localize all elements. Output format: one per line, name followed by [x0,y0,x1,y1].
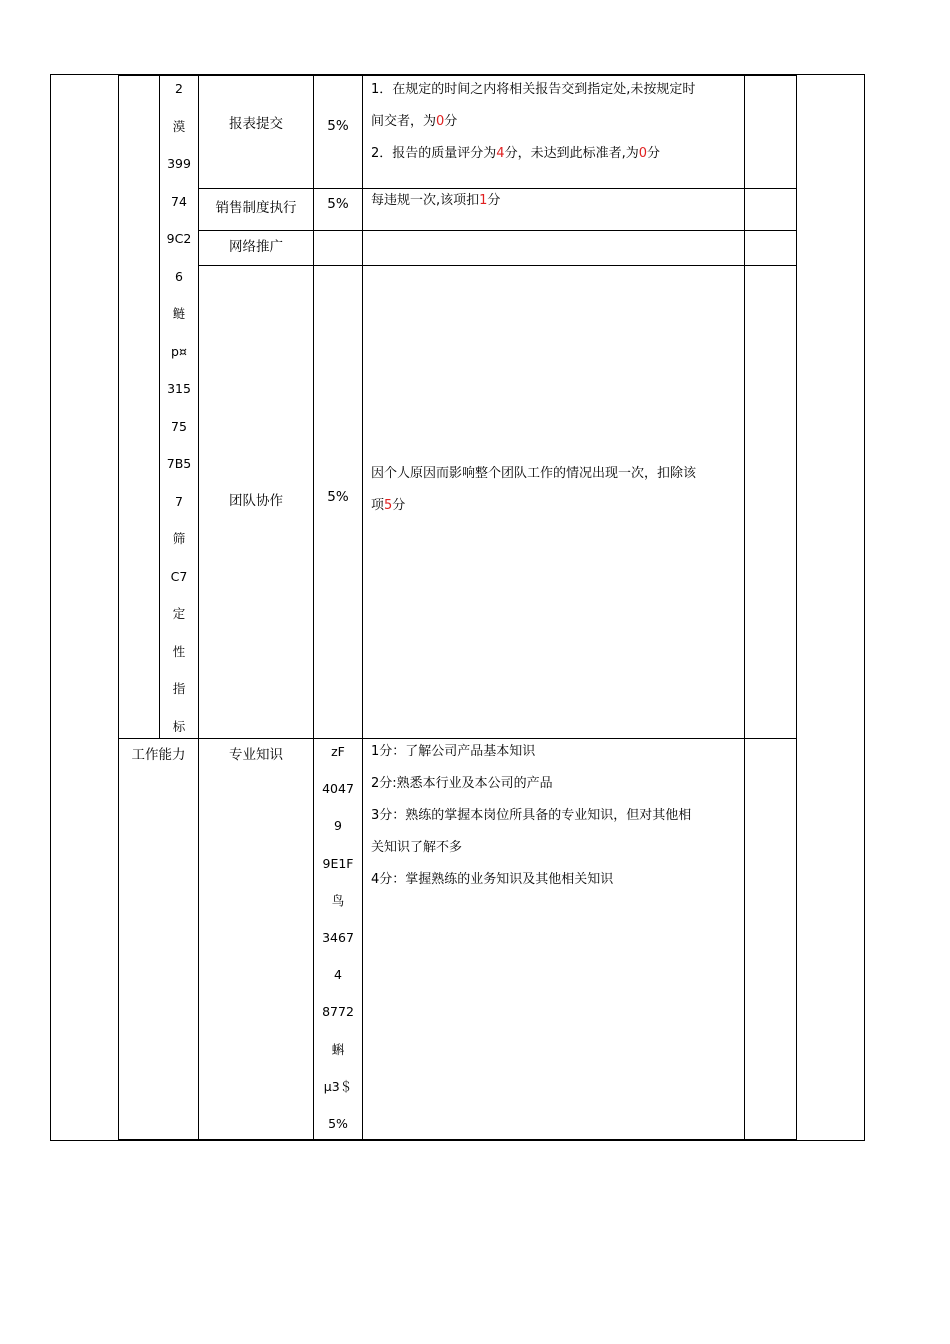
criteria-report-submission [371,74,743,170]
criteria-line: 2．报告的质量评分为4分，未达到此标准者,为0分 [371,146,660,161]
ability-vertical-char: 4047 [322,781,354,797]
item-sales-policy: 销售制度执行 [215,200,297,216]
qualitative-vertical-char: 7 [175,493,183,509]
criteria-line: 4分：掌握熟练的业务知识及其他相关知识 [371,872,614,887]
criteria-line: 1分：了解公司产品基本知识 [371,744,536,759]
grid-line-v2 [118,75,119,1141]
criteria-line: 间交者，为0分 [371,114,458,129]
criteria-line: 关知识了解不多 [371,840,463,855]
ability-vertical-char: 5% [328,1116,348,1132]
grid-line-v7 [744,75,745,1141]
item-professional-knowledge: 专业知识 [229,747,283,763]
qualitative-vertical-label [160,70,198,745]
score-value: 4 [496,146,505,161]
criteria-professional-knowledge [371,736,743,896]
qualitative-vertical-char: 定 [172,606,186,621]
qualitative-vertical-char: 漠 [172,118,186,134]
score-value: 0 [436,114,445,129]
item-teamwork: 团队协作 [229,493,283,509]
ability-vertical-char: 4 [334,967,342,983]
ability-vertical-char: zF [331,744,345,759]
criteria-line: 每违规一次,该项扣1分 [371,193,501,208]
grid-line-bottom-inner [118,1139,797,1141]
qualitative-vertical-char: 筛 [172,531,186,546]
item-report-submission: 报表提交 [229,116,283,132]
qualitative-vertical-char: 9C2 [166,231,192,246]
criteria-teamwork [371,458,743,522]
score-value: 0 [638,146,647,161]
qualitative-vertical-char: 标 [172,718,186,734]
ability-vertical-char: 蝌 [331,1041,345,1057]
qualitative-vertical-char: 74 [171,193,187,209]
criteria-line: 3分：熟练的掌握本岗位所具备的专业知识，但对其他相 [371,808,692,823]
qualitative-vertical-char: 6 [175,268,183,284]
qualitative-vertical-char: p¤ [171,343,187,359]
qualitative-vertical-char: 315 [167,381,191,396]
score-value: 5 [384,498,393,513]
weight-sales-policy: 5% [327,196,349,212]
score-value: 1 [479,193,488,208]
grid-line-row3 [198,265,797,266]
grid-line-v1 [50,74,51,1141]
category-work-ability: 工作能力 [131,747,186,763]
criteria-line: 2分:熟悉本行业及本公司的产品 [371,776,553,791]
weight-report-submission: 5% [327,118,349,134]
ability-vertical-label [314,733,362,1142]
weight-teamwork: 5% [327,489,349,505]
criteria-line: 1．在规定的时间之内将相关报告交到指定处,未按规定时 [371,82,696,97]
qualitative-vertical-char: 2 [175,81,183,96]
item-online-promotion: 网络推广 [229,239,283,255]
ability-vertical-char: 3467 [322,930,354,946]
ability-vertical-char: µ3＄ [323,1078,353,1094]
grid-line-v9 [864,74,865,1141]
ability-vertical-char: 8772 [322,1004,354,1020]
criteria-line: 因个人原因而影响整个团队工作的情况出现一次，扣除该 [371,466,697,481]
qualitative-vertical-char: 鲢 [172,306,186,321]
criteria-sales-policy [371,185,743,217]
ability-vertical-char: 9 [334,818,342,834]
grid-line-row2 [198,230,797,231]
ability-vertical-char: 鸟 [331,892,345,908]
qualitative-vertical-char: 7B5 [166,456,192,471]
criteria-line: 项5分 [371,498,406,513]
qualitative-vertical-char: 指 [172,681,186,696]
qualitative-vertical-char: 性 [172,643,186,659]
qualitative-vertical-char: C7 [170,568,188,584]
grid-line-v6 [362,75,363,1141]
ability-vertical-char: 9E1F [322,855,354,871]
qualitative-vertical-char: 75 [171,418,187,434]
qualitative-vertical-char: 399 [167,156,191,171]
grid-line-v8 [796,75,797,1141]
